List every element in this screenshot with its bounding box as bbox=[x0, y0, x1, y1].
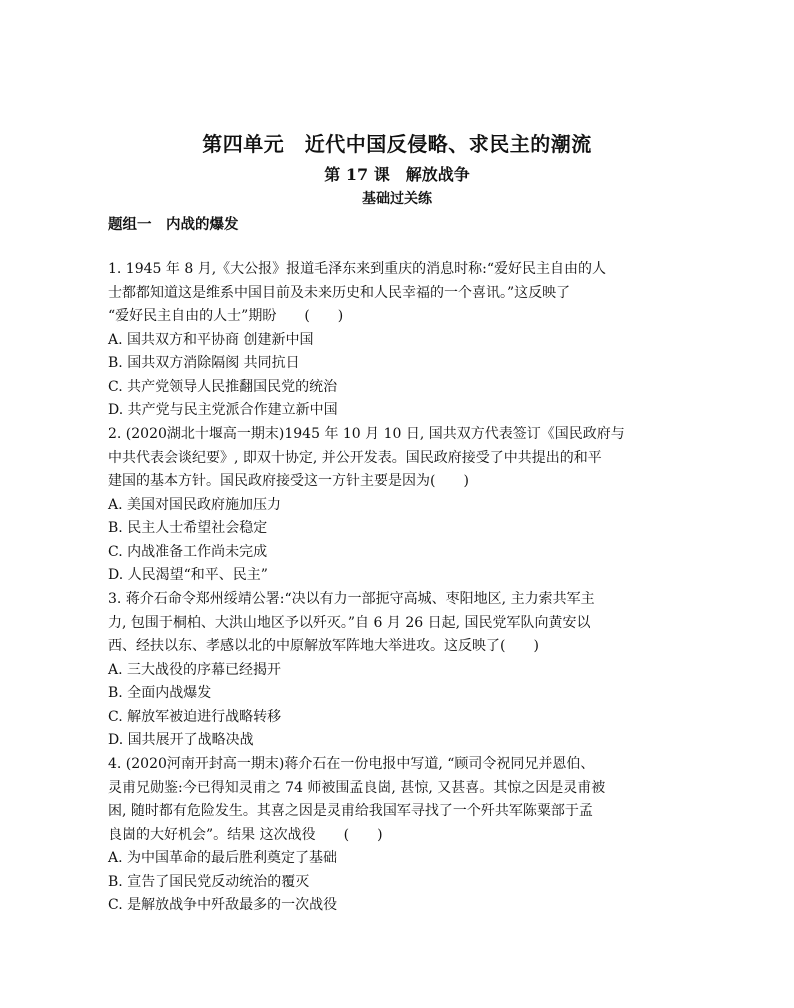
option-b: B. 国共双方消除隔阂 共同抗日 bbox=[108, 355, 300, 371]
option-d: D. 国共展开了战略决战 bbox=[108, 732, 254, 748]
unit-title: 第四单元 近代中国反侵略、求民主的潮流 bbox=[202, 132, 592, 156]
question-line: 1. 1945 年 8 月,《大公报》报道毛泽东来到重庆的消息时称:“爱好民主自由的人 bbox=[108, 261, 607, 277]
section-title: 基础过关练 bbox=[362, 191, 432, 207]
option-c: C. 是解放战争中歼敌最多的一次战役 bbox=[108, 897, 338, 913]
question-line: 西、经扶以东、孝感以北的中原解放军阵地大举进攻。这反映了( ) bbox=[108, 638, 539, 654]
question-3 bbox=[108, 588, 692, 753]
question-line: 3. 蒋介石命令郑州绥靖公署:“决以有力一部扼守高城、枣阳地区, 主力索共军主 bbox=[108, 591, 595, 607]
question-line: 士都都知道这是维系中国目前及未来历史和人民幸福的一个喜讯。”这反映了 bbox=[108, 284, 571, 301]
option-c: C. 解放军被迫进行战略转移 bbox=[108, 708, 282, 725]
question-line: 力, 包围于桐柏、大洪山地区予以歼灭。”自 6 月 26 日起, 国民党军队向黄安以 bbox=[108, 614, 591, 631]
question-2 bbox=[108, 423, 692, 588]
option-b: B. 全面内战爆发 bbox=[108, 685, 212, 701]
question-4 bbox=[108, 753, 692, 918]
option-b: B. 宣告了国民党反动统治的覆灭 bbox=[108, 873, 310, 890]
option-c: C. 内战准备工作尚未完成 bbox=[108, 543, 268, 560]
option-d: D. 人民渴望“和平、民主” bbox=[108, 567, 268, 583]
question-line: 建国的基本方针。国民政府接受这一方针主要是因为( ) bbox=[108, 473, 469, 489]
question-line: 4. (2020河南开封高一期末)蒋介石在一份电报中写道, “顾司令祝同兄并恩伯、 bbox=[108, 756, 595, 772]
question-line: 灵甫兄勋鉴:今已得知灵甫之 74 师被围孟良崮, 甚惊, 又甚喜。其惊之因是灵甫被 bbox=[108, 779, 606, 796]
question-line: 良崮的大好机会”。结果 这次战役 ( ) bbox=[108, 826, 383, 843]
lesson-title: 第 17 课 解放战争 bbox=[324, 165, 470, 184]
question-line: 困, 随时都有危险发生。其喜之因是灵甫给我国军寻找了一个歼共军陈粟部于孟 bbox=[108, 803, 593, 819]
option-d: D. 共产党与民主党派合作建立新中国 bbox=[108, 402, 338, 418]
question-line: 2. (2020湖北十堰高一期末)1945 年 10 月 10 日, 国共双方代表签订《国民政府与 bbox=[108, 426, 625, 442]
option-a: A. 为中国革命的最后胜利奠定了基础 bbox=[108, 850, 338, 866]
option-c: C. 共产党领导人民推翻国民党的统治 bbox=[108, 378, 338, 395]
question-line: “爱好民主自由的人士”期盼 ( ) bbox=[108, 308, 344, 324]
group-title: 题组一 内战的爆发 bbox=[108, 216, 239, 233]
option-b: B. 民主人士希望社会稳定 bbox=[108, 520, 268, 536]
option-a: A. 美国对国民政府施加压力 bbox=[108, 496, 282, 513]
option-a: A. 三大战役的序幕已经揭开 bbox=[108, 661, 282, 678]
question-line: 中共代表会谈纪要》, 即双十协定, 并公开发表。国民政府接受了中共提出的和平 bbox=[108, 449, 602, 466]
option-a: A. 国共双方和平协商 创建新中国 bbox=[108, 331, 314, 348]
question-1 bbox=[108, 258, 692, 423]
